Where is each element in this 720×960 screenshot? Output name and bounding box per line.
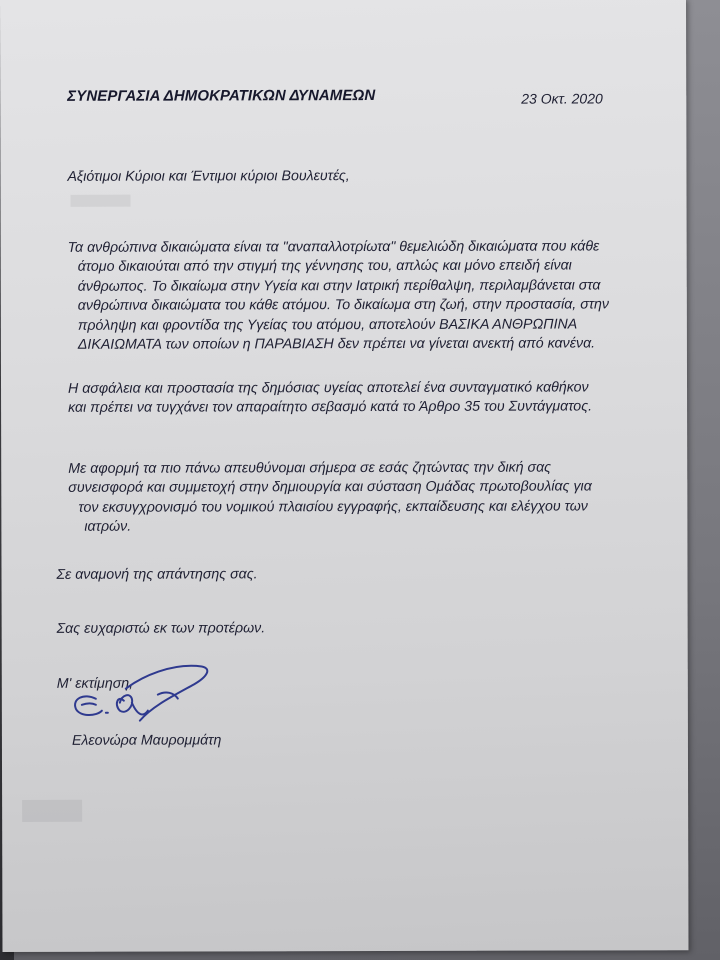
paragraph-line: ΔΙΚΑΙΩΜΑΤΑ των οποίων η ΠΑΡΑΒΙΑΣΗ δεν πρέπει να γίνεται ανεκτή από κανένα.	[77, 335, 596, 353]
bleed-through-mark	[22, 800, 82, 822]
salutation: Αξιότιμοι Κύριοι και Έντιμοι κύριοι Βουλευτές,	[67, 168, 350, 185]
paragraph-human-rights	[68, 237, 610, 355]
handwritten-signature	[62, 654, 222, 734]
letter-date: 23 Οκτ. 2020	[521, 90, 603, 107]
thanks-line: Σας ευχαριστώ εκ των προτέρων.	[56, 620, 266, 637]
paragraph-line: και πρέπει να τυγχάνει τον απαραίτητο σεβασμό κατά το Άρθρο 35 του Συντάγματος.	[68, 398, 593, 417]
paragraph-line: ανθρώπινα δικαιώματα του κάθε ατόμου. Το δικαίωμα στη ζωή, στην προστασία, στην	[77, 296, 610, 315]
paragraph-line: πρόληψη και φροντίδα της Υγείας του ατόμου, αποτελούν ΒΑΣΙΚΑ ΑΝΘΡΩΠΙΝΑ	[77, 316, 578, 334]
paragraph-line: άτομο δικαιούται από την στιγμή της γέννησης του, απλώς και μόνο επειδή είναι	[77, 257, 572, 276]
paragraph-request	[68, 458, 592, 537]
paragraph-line: συνεισφορά και συμμετοχή στην δημιουργία και σύσταση Ομάδας πρωτοβουλίας για	[68, 478, 592, 497]
paragraph-line: Η ασφάλεια και προστασία της δημόσιας υγείας αποτελεί ένα συνταγματικό καθήκον	[67, 379, 589, 397]
paragraph-public-health	[68, 378, 592, 418]
paragraph-line: άνθρωπος. Το δικαίωμα στην Υγεία και στην Ιατρική περίθαλψη, περιλαμβάνεται στα	[77, 277, 601, 295]
bleed-through-mark	[71, 195, 131, 207]
paragraph-line: τον εκσυγχρονισμό του νομικού πλαισίου εγγραφής, εκπαίδευσης και ελέγχου των	[78, 498, 588, 516]
paragraph-line: Τα ανθρώπινα δικαιώματα είναι τα "αναπαλλοτρίωτα" θεμελιώδη δικαιώματα που κάθε	[67, 238, 600, 256]
signatory-name: Ελεονώρα Μαυρομμάτη	[71, 732, 222, 749]
organization-name: ΣΥΝΕΡΓΑΣΙΑ ΔΗΜΟΚΡΑΤΙΚΩΝ ΔΥΝΑΜΕΩΝ	[67, 87, 376, 105]
closing: Μ' εκτίμηση,	[56, 675, 134, 692]
awaiting-reply: Σε αναμονή της απάντησης σας.	[56, 566, 258, 583]
paragraph-line: ιατρών.	[84, 518, 132, 535]
paragraph-line: Με αφορμή τα πιο πάνω απευθύνομαι σήμερα σε εσάς ζητώντας την δική σας	[68, 459, 552, 477]
